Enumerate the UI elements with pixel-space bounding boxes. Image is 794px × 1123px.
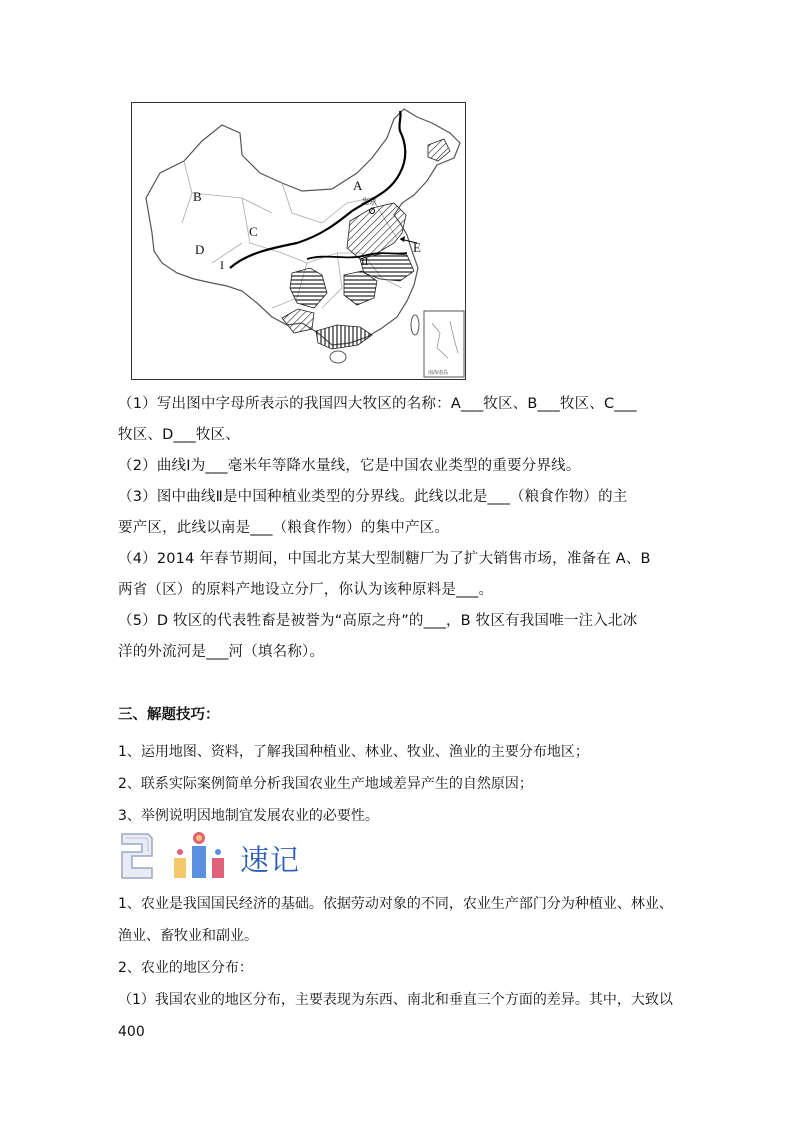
question-5-line2: 洋的外流河是___河（填名称）。 bbox=[118, 644, 325, 660]
map-label-B: B bbox=[193, 189, 202, 204]
question-3-line2: 要产区，此线以南是___（粮食作物）的集中产区。 bbox=[118, 520, 450, 536]
note-1-line2: 渔业、畜牧业和副业。 bbox=[118, 928, 258, 944]
tip-item: 3、举例说明因地制宜发展农业的必要性。 bbox=[118, 808, 379, 824]
inset-caption: 南海诸岛 bbox=[428, 370, 449, 376]
section-3-heading: 三、解题技巧： bbox=[118, 707, 220, 723]
map-label-E: E bbox=[413, 240, 421, 255]
quick-notes-banner bbox=[118, 828, 338, 884]
map-label-line2: II bbox=[361, 256, 369, 268]
map-label-C: C bbox=[249, 224, 258, 239]
question-1-line2: 牧区、D___牧区、 bbox=[118, 427, 240, 443]
map-label-D: D bbox=[195, 242, 205, 257]
notes-block bbox=[118, 888, 693, 1048]
china-outline bbox=[146, 109, 460, 345]
map-label-line1: I bbox=[220, 258, 224, 272]
note-2: 2、农业的地区分布： bbox=[118, 960, 253, 976]
south-sea-inset bbox=[424, 311, 464, 377]
note-1-line1: 1、农业是我国国民经济的基础。依据劳动对象的不同，农业生产部门分为种植业、林业、 bbox=[118, 896, 673, 912]
map-label-A: A bbox=[353, 178, 363, 193]
taiwan-island bbox=[411, 315, 419, 335]
question-4-line2: 两省（区）的原料产地设立分厂，你认为该种原料是___。 bbox=[118, 582, 494, 598]
hainan-island bbox=[330, 351, 346, 363]
tip-item: 1、运用地图、资料，了解我国种植业、林业、牧业、渔业的主要分布地区； bbox=[118, 744, 589, 760]
map-label-beijing: 北京 bbox=[361, 197, 377, 206]
questions-block bbox=[118, 389, 688, 668]
numeral-two-podium-icon bbox=[118, 828, 238, 884]
tips-list bbox=[118, 736, 688, 832]
question-3-line1: （3）图中曲线Ⅱ是中国种植业类型的分界线。此线以北是___（粮食作物）的主 bbox=[118, 489, 628, 505]
question-4-line1: （4）2014 年春节期间，中国北方某大型制糖厂为了扩大销售市场，准备在 A、B bbox=[118, 551, 651, 567]
china-agriculture-map bbox=[131, 102, 466, 380]
question-5-line1: （5）D 牧区的代表牲畜是被誉为“高原之舟”的___，B 牧区有我国唯一注入北冰 bbox=[118, 613, 638, 629]
question-2: （2）曲线Ⅰ为___毫米年等降水量线，它是中国农业类型的重要分界线。 bbox=[118, 458, 581, 474]
tip-item: 2、联系实际案例简单分析我国农业生产地域差异产生的自然原因； bbox=[118, 776, 533, 792]
question-1-line1: （1）写出图中字母所表示的我国四大牧区的名称：A___牧区、B___牧区、C___ bbox=[118, 396, 637, 412]
banner-title: 速记 bbox=[240, 843, 301, 877]
note-2-sub: （1）我国农业的地区分布，主要表现为东西、南北和垂直三个方面的差异。其中，大致以 400 bbox=[118, 992, 673, 1040]
